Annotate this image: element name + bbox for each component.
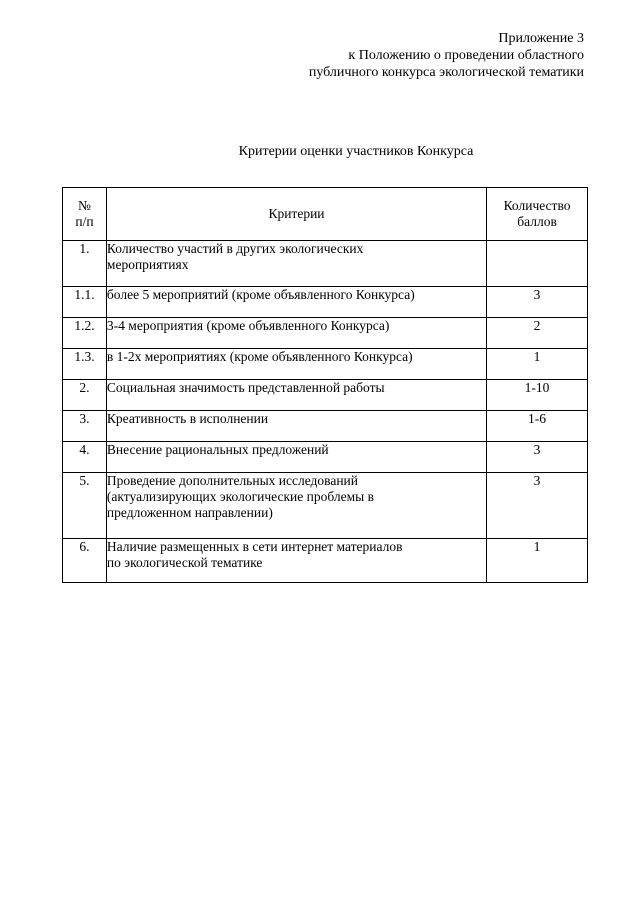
row-number: 2. <box>63 380 107 411</box>
table-row <box>63 539 588 583</box>
criterion-line: Проведение дополнительных исследований <box>106 473 359 488</box>
row-number: 1.1. <box>63 287 107 318</box>
criterion-line: мероприятиях <box>106 257 189 272</box>
row-criterion <box>106 442 486 473</box>
row-number: 4. <box>63 442 107 473</box>
criterion-line: по экологической тематике <box>106 555 263 570</box>
criterion-line: Социальная значимость представленной работы <box>106 380 385 395</box>
row-number: 1.3. <box>63 349 107 380</box>
criterion-line: в 1-2х мероприятиях (кроме объявленного Конкурса) <box>106 349 413 364</box>
criterion-line: более 5 мероприятий (кроме объявленного Конкурса) <box>106 287 415 302</box>
row-points: 3 <box>487 473 588 539</box>
table-row <box>63 411 588 442</box>
row-criterion <box>106 473 486 539</box>
appendix-line: к Положению о проведении областного <box>348 48 584 63</box>
row-points: 3 <box>487 442 588 473</box>
criterion-line: 3-4 мероприятия (кроме объявленного Конкурса) <box>106 318 390 333</box>
header-number-line: п/п <box>75 214 94 229</box>
row-points: 1-10 <box>487 380 588 411</box>
header-points-line: баллов <box>517 214 557 229</box>
row-points: 1-6 <box>487 411 588 442</box>
row-criterion <box>106 539 486 583</box>
appendix-line: публичного конкурса экологической тематики <box>308 65 584 80</box>
header-points <box>487 188 588 241</box>
criterion-line: Количество участий в других экологических <box>106 241 364 256</box>
row-criterion <box>106 349 486 380</box>
criteria-table <box>62 187 588 583</box>
header-number <box>63 188 107 241</box>
row-criterion <box>106 318 486 349</box>
table-row <box>63 442 588 473</box>
row-points: 1 <box>487 349 588 380</box>
criterion-line: (актуализирующих экологические проблемы в <box>106 489 374 504</box>
criterion-line: предложенном направлении) <box>106 505 273 520</box>
criterion-line: Внесение рациональных предложений <box>106 442 329 457</box>
row-points <box>487 241 588 287</box>
document-title: Критерии оценки участников Конкурса <box>238 144 474 159</box>
header-number-line: № <box>78 198 91 213</box>
row-criterion <box>106 287 486 318</box>
row-points: 3 <box>487 287 588 318</box>
row-number: 1. <box>63 241 107 287</box>
table-row <box>63 287 588 318</box>
table-row <box>63 380 588 411</box>
table-row <box>63 318 588 349</box>
row-criterion <box>106 241 486 287</box>
table-header-row <box>63 188 588 241</box>
criterion-line: Креативность в исполнении <box>106 411 269 426</box>
appendix-note <box>309 30 584 81</box>
table-body <box>63 241 588 583</box>
header-criteria: Критерии <box>106 188 486 241</box>
row-criterion <box>106 411 486 442</box>
header-points-line: Количество <box>503 198 571 213</box>
appendix-line: Приложение 3 <box>498 31 584 46</box>
criterion-line: Наличие размещенных в сети интернет материалов <box>106 539 403 554</box>
table-row <box>63 349 588 380</box>
row-number: 3. <box>63 411 107 442</box>
row-points: 2 <box>487 318 588 349</box>
row-number: 5. <box>63 473 107 539</box>
table-row <box>63 241 588 287</box>
row-number: 6. <box>63 539 107 583</box>
row-criterion <box>106 380 486 411</box>
table-row <box>63 473 588 539</box>
row-number: 1.2. <box>63 318 107 349</box>
row-points: 1 <box>487 539 588 583</box>
